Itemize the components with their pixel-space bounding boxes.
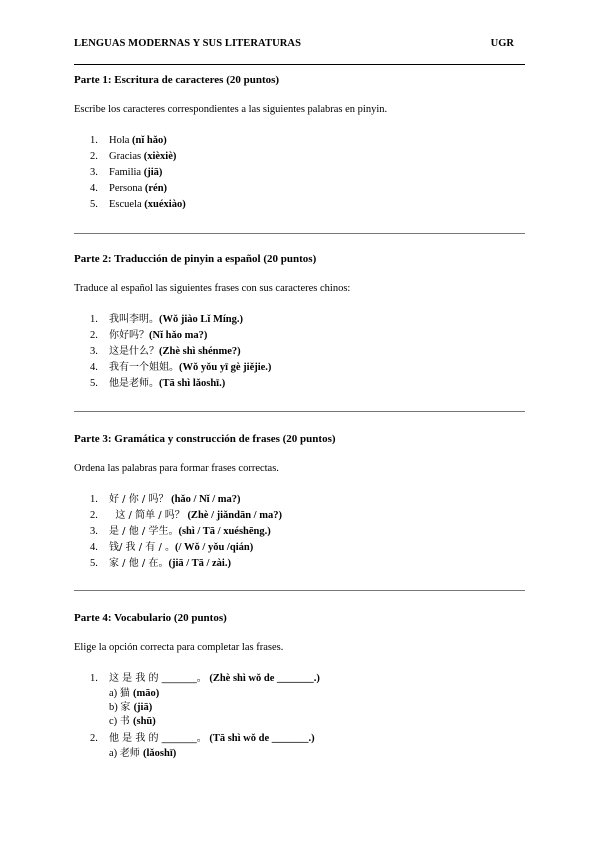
list-item: 2. Gracias (xièxiè) <box>90 151 177 162</box>
list-item: 3. 这是什么？(Zhè shì shénme?) <box>90 346 241 357</box>
header-divider <box>74 64 525 65</box>
section-parte-3 <box>74 433 524 572</box>
item-list <box>74 671 524 687</box>
list-item: 1. Hola (nǐ hǎo) <box>90 135 167 146</box>
section-title: Parte 4: Vocabulario (20 puntos) <box>74 612 227 624</box>
option-item: b) 家 (jiā) <box>109 702 153 713</box>
section-instruction: Elige la opción correcta para completar las frases. <box>74 642 284 653</box>
option-item: a) 老师 (lǎoshī) <box>109 748 177 759</box>
section-instruction: Ordena las palabras para formar frases correctas. <box>74 463 279 474</box>
item-list <box>74 312 524 392</box>
section-parte-1 <box>74 74 524 213</box>
list-item: 4. 我有一个姐姐。(Wǒ yǒu yī gè jiějie.) <box>90 362 272 373</box>
option-item: c) 书 (shū) <box>109 716 156 727</box>
section-parte-2 <box>74 253 524 392</box>
section-instruction: Traduce al español las siguientes frases con sus caracteres chinos: <box>74 283 351 294</box>
list-item: 5. 家 / 他 / 在。(jiā / Tā / zài.) <box>90 558 231 569</box>
list-item: 1. 好 / 你 / 吗？ (hǎo / Nǐ / ma?) <box>90 494 241 505</box>
list-item: 3. 是 / 他 / 学生。(shì / Tā / xuéshēng.) <box>90 526 271 537</box>
option-list <box>74 687 524 729</box>
section-parte-4 <box>74 612 524 761</box>
item-list <box>74 133 524 213</box>
list-item: 5. 他是老师。(Tā shì lǎoshī.) <box>90 378 226 389</box>
list-item: 2. 他 是 我 的 _______。 (Tā shì wǒ de _______.) <box>90 733 315 744</box>
section-divider <box>74 411 525 412</box>
item-list <box>74 492 524 572</box>
list-item: 1. 这 是 我 的 _______。 (Zhè shì wǒ de _______.) <box>90 673 320 684</box>
section-title: Parte 3: Gramática y construcción de frases (20 puntos) <box>74 433 336 445</box>
item-list <box>74 731 524 747</box>
option-item: a) 猫 (māo) <box>109 688 160 699</box>
section-divider <box>74 590 525 591</box>
page-header <box>74 38 514 52</box>
course-title: LENGUAS MODERNAS Y SUS LITERATURAS <box>74 38 302 49</box>
option-list <box>74 747 524 761</box>
list-item: 4. Persona (rén) <box>90 183 168 194</box>
list-item: 4. 钱/ 我 / 有 / 。(/ Wǒ / yǒu /qián) <box>90 542 254 553</box>
list-item: 3. Familia (jiā) <box>90 167 163 178</box>
university-label: UGR <box>490 38 514 49</box>
list-item: 1. 我叫李明。(Wǒ jiào Lǐ Míng.) <box>90 314 243 325</box>
list-item: 2. 这 / 简单 / 吗？ (Zhè / jiǎndān / ma?) <box>90 510 282 521</box>
section-title: Parte 1: Escritura de caracteres (20 puntos) <box>74 74 280 86</box>
list-item: 2. 你好吗？(Nǐ hǎo ma?) <box>90 330 208 341</box>
section-divider <box>74 233 525 234</box>
section-instruction: Escribe los caracteres correspondientes a las siguientes palabras en pinyin. <box>74 104 388 115</box>
list-item: 5. Escuela (xuéxiào) <box>90 199 186 210</box>
section-title: Parte 2: Traducción de pinyin a español (20 puntos) <box>74 253 317 265</box>
